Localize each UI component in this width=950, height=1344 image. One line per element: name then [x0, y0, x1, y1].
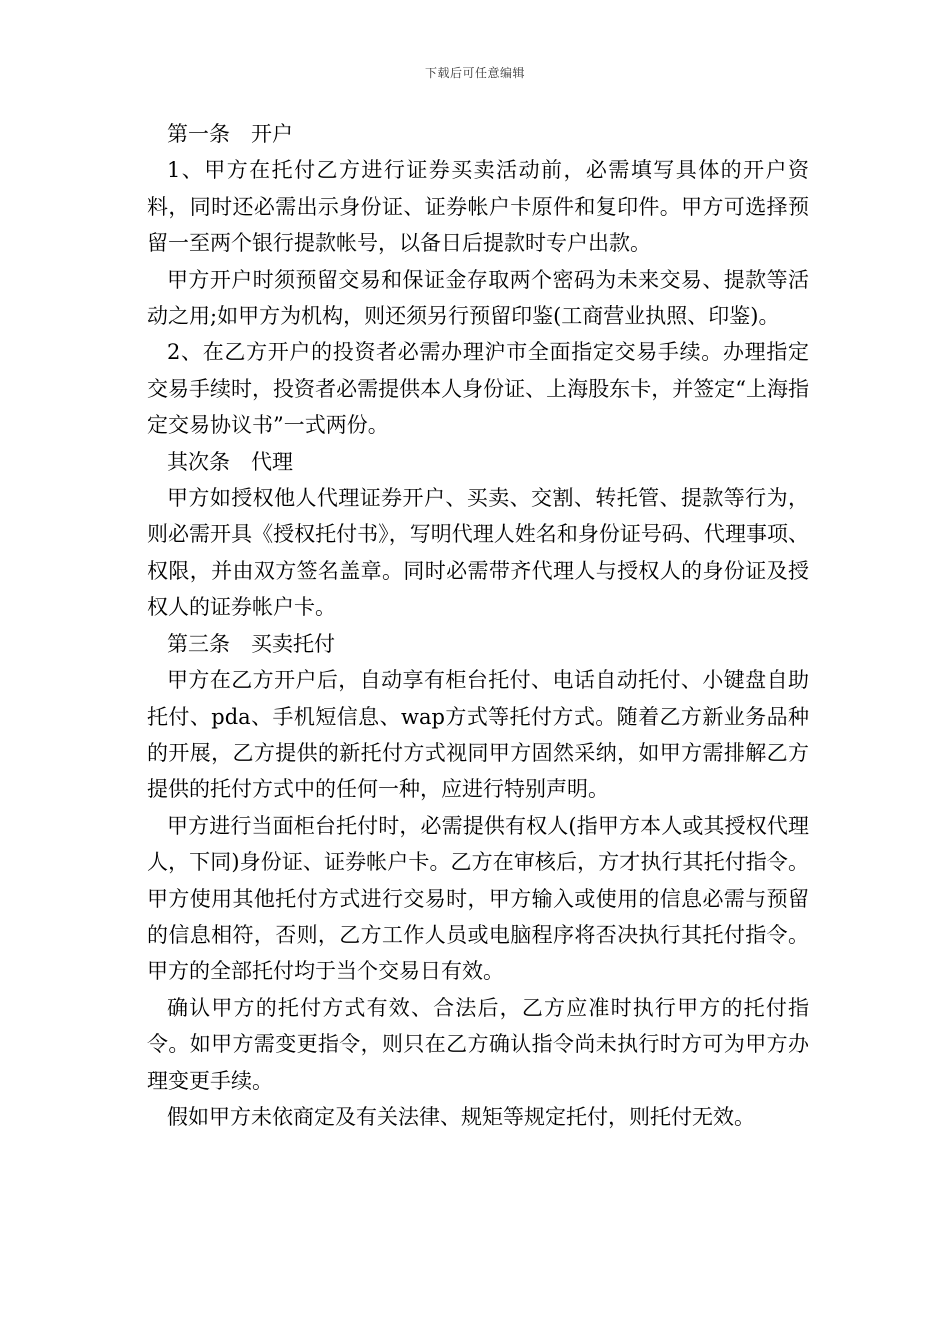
paragraph: 甲方进行当面柜台托付时，必需提供有权人(指甲方本人或其授权代理人，下同)身份证、证券帐户卡。乙方在审核后，方才执行其托付指令。甲方使用其他托付方式进行交易时，甲方输入或使用的信息必需与预留的信息相符，否则，乙方工作人员或电脑程序将否决执行其托付指令。甲方的全部托付均于当个交易日有效。 [147, 813, 809, 984]
paragraph: 假如甲方未依商定及有关法律、规矩等规定托付，则托付无效。 [167, 1104, 755, 1129]
document-body [147, 116, 809, 1135]
page-header: 下载后可任意编辑 [424, 66, 525, 80]
paragraph: 甲方开户时须预留交易和保证金存取两个密码为未来交易、提款等活动之用;如甲方为机构，则还须另行预留印鉴(工商营业执照、印鉴)。 [147, 267, 809, 329]
paragraph: 1、甲方在托付乙方进行证券买卖活动前，必需填写具体的开户资料，同时还必需出示身份证、证券帐户卡原件和复印件。甲方可选择预留一至两个银行提款帐号，以备日后提款时专户出款。 [147, 158, 809, 256]
paragraph: 甲方如授权他人代理证券开户、买卖、交割、转托管、提款等行为，则必需开具《授权托付书》，写明代理人姓名和身份证号码、代理事项、权限，并由双方签名盖章。同时必需带齐代理人与授权人的身份证及授权人的证券帐户卡。 [147, 486, 809, 620]
article-1-heading: 第一条 开户 [167, 122, 293, 146]
article-3-heading: 第三条 买卖托付 [167, 631, 335, 656]
article-2-heading: 其次条 代理 [167, 449, 293, 474]
paragraph: 确认甲方的托付方式有效、合法后，乙方应准时执行甲方的托付指令。如甲方需变更指令，则只在乙方确认指令尚未执行时方可为甲方办理变更手续。 [147, 995, 809, 1093]
paragraph: 2、在乙方开户的投资者必需办理沪市全面指定交易手续。办理指定交易手续时，投资者必需提供本人身份证、上海股东卡，并签定“上海指定交易协议书”一式两份。 [147, 340, 809, 438]
paragraph: 甲方在乙方开户后，自动享有柜台托付、电话自动托付、小键盘自助托付、pda、手机短信息、wap方式等托付方式。随着乙方新业务品种的开展，乙方提供的新托付方式视同甲方固然采纳，如甲方需排解乙方提供的托付方式中的任何一种，应进行特别声明。 [147, 668, 809, 802]
